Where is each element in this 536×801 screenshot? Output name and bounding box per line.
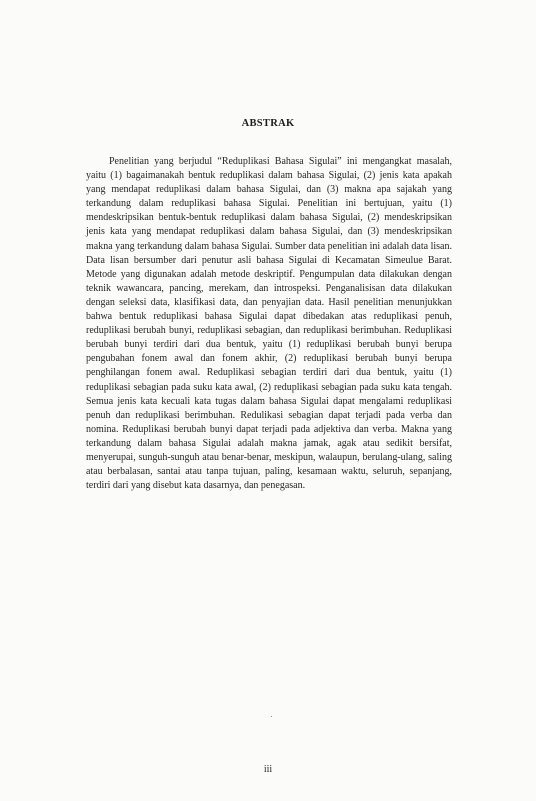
- scan-speck: [271, 716, 272, 717]
- page-number: iii: [263, 764, 273, 775]
- abstract-paragraph: Penelitian yang berjudul “Reduplikasi Bahasa Sigulai” ini mengangkat masalah, yaitu (1) bagaimanakah bentuk reduplikasi dalam bahasa Sigulai, (2) jenis kata apakah yang mendapat reduplikasi dalam bahasa Sigulai, dan (3) makna apa sajakah yang terkandung dalam reduplikasi bahasa Sigulai. Penelitian ini bertujuan, yaitu (1) mendeskripsikan bentuk-bentuk reduplikasi dalam bahasa Sigulai, (2) mendeskripsikan jenis kata yang mendapat reduplikasi dalam bahasa Sigulai, dan (3) mendeskripsikan makna yang terkandung dalam bahasa Sigulai. Sumber data penelitian ini adalah data lisan. Data lisan bersumber dari penutur asli bahasa Sigulai di Kecamatan Simeulue Barat. Metode yang digunakan adalah metode deskriptif. Pengumpulan data dilakukan dengan teknik wawancara, pancing, merekam, dan introspeksi. Penganalisisan data dilakukan dengan seleksi data, klasifikasi data, dan penyajian data. Hasil penelitian menunjukkan bahwa bentuk reduplikasi bahasa Sigulai dapat dibedakan atas reduplikasi penuh, reduplikasi berubah bunyi, reduplikasi sebagian, dan reduplikasi berimbuhan. Reduplikasi berubah bunyi terdiri dari dua bentuk, yaitu (1) reduplikasi berubah bunyi berupa pengubahan fonem awal dan fonem akhir, (2) reduplikasi berubah bunyi berupa penghilangan fonem awal. Reduplikasi sebagian terdiri dari dua bentuk, yaitu (1) reduplikasi sebagian pada suku kata awal, (2) reduplikasi sebagian pada suku kata tengah. Semua jenis kata kecuali kata tugas dalam bahasa Sigulai dapat mengalami reduplikasi penuh dan reduplikasi berimbuhan. Redulikasi sebagian dapat terjadi pada verba dan nomina. Reduplikasi berubah bunyi dapat terjadi pada adjektiva dan verba. Makna yang terkandung dalam bahasa Sigulai adalah makna jamak, agak atau sedikit bersifat, menyerupai, sunguh-sunguh atau benar-benar, meskipun, walaupun, berulang-ulang, saling atau berbalasan, santai atau tanpa tujuan, paling, kesamaan waktu, seluruh, sepanjang, terdiri dari yang disebut kata dasarnya, dan penegasan.: [86, 156, 452, 492]
- abstract-title: ABSTRAK: [241, 118, 295, 129]
